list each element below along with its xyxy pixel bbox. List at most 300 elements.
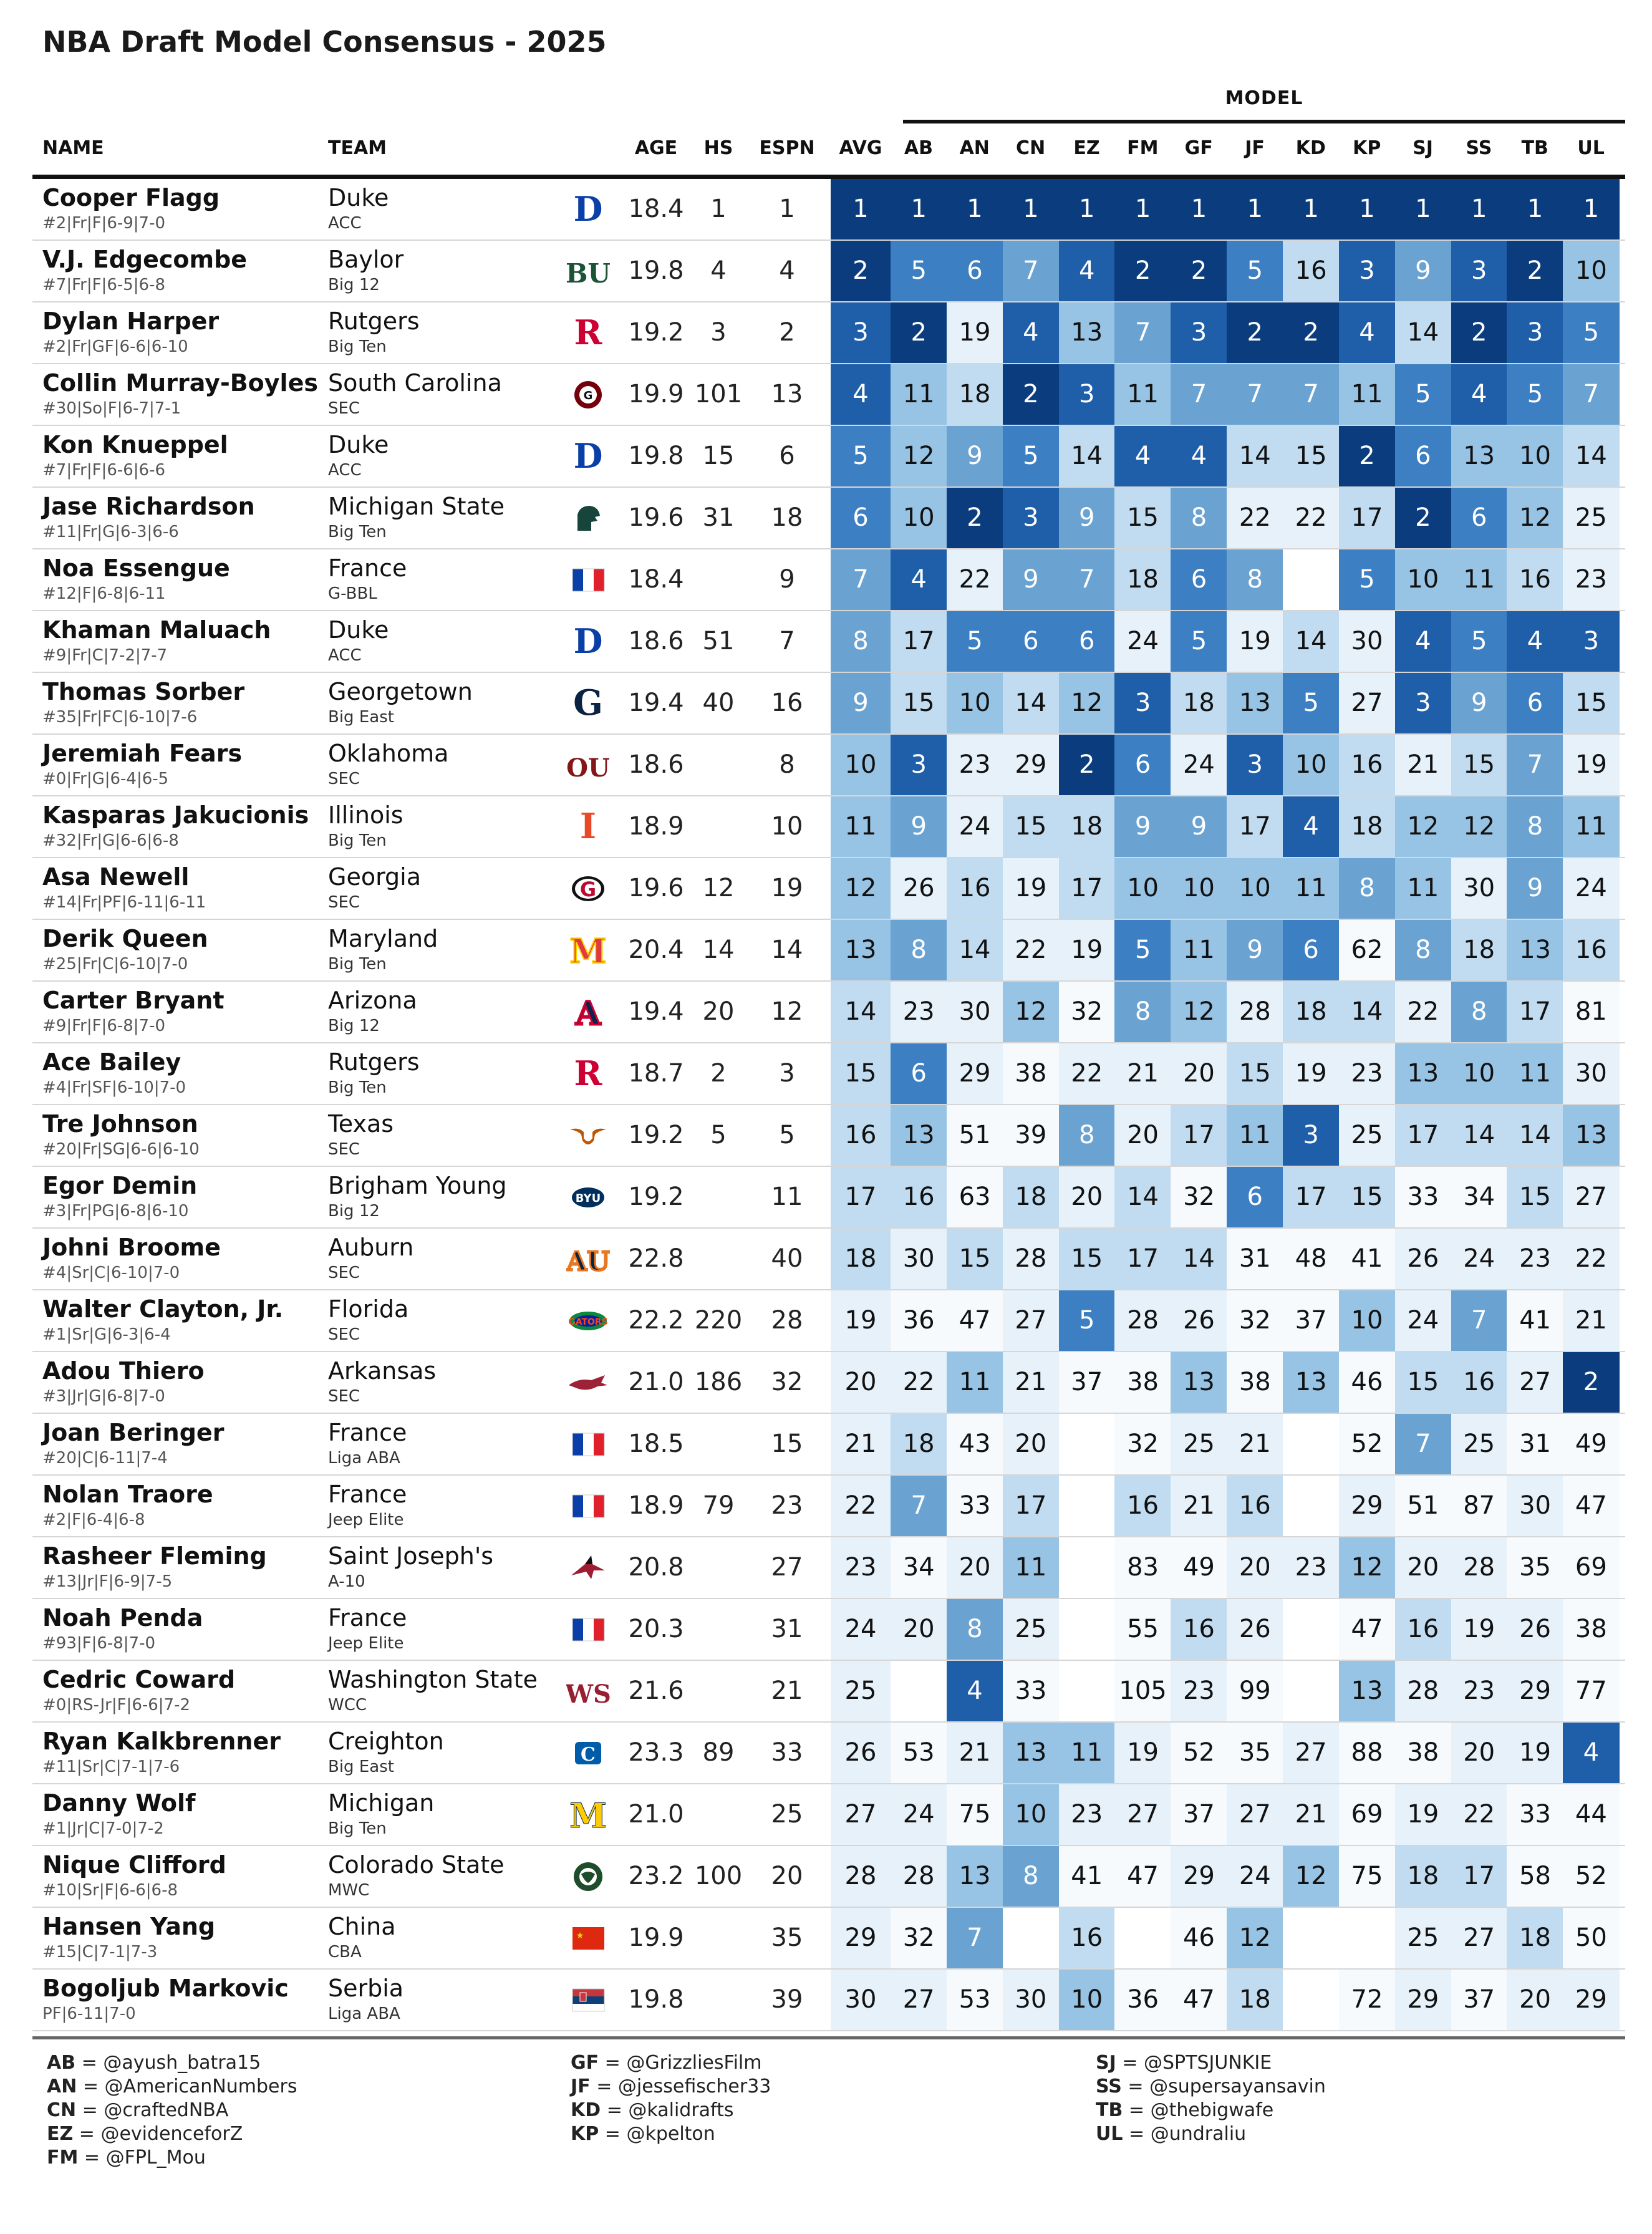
team-name: Michigan State: [328, 493, 505, 520]
rank-cell-an: 2: [947, 488, 1003, 548]
player-hs-rank: 20: [702, 997, 735, 1026]
rank-cell-jf: 8: [1227, 549, 1283, 610]
rank-cell-kp: 72: [1339, 1970, 1395, 2030]
player-name: V.J. Edgecombe: [42, 246, 248, 273]
rank-cell-gf: 17: [1171, 1105, 1227, 1166]
team-conference: Big 12: [328, 1017, 380, 1035]
rank-cell-jf: 3: [1227, 735, 1283, 795]
rank-cell-ab: 1: [891, 179, 947, 239]
table-row: [32, 1414, 1625, 1476]
rank-cell-ul: 1: [1563, 179, 1619, 239]
rank-cell-jf: 13: [1227, 673, 1283, 733]
rank-cell-ab: 15: [891, 673, 947, 733]
rank-cell-jf: 6: [1227, 1167, 1283, 1227]
rank-cell-tb: 35: [1507, 1537, 1563, 1598]
georgetown-icon: [566, 687, 610, 720]
player-espn-rank: 18: [771, 503, 803, 532]
rank-cell-cn: 39: [1003, 1105, 1059, 1166]
rank-cell-fm: 27: [1114, 1784, 1171, 1845]
rank-cell-ab: [891, 1661, 947, 1721]
team-conference: SEC: [328, 1387, 360, 1406]
team-name: Saint Joseph's: [328, 1542, 494, 1570]
team-name: Brigham Young: [328, 1172, 507, 1199]
header-model-an: AN: [959, 137, 990, 159]
player-name: Bogoljub Markovic: [42, 1975, 289, 2002]
player-hs-rank: [687, 549, 750, 610]
rank-cell-ab: 16: [891, 1167, 947, 1227]
svg-text:GATORS: GATORS: [568, 1317, 608, 1327]
rank-cell-fm: 9: [1114, 796, 1171, 857]
rank-cell-ul: 13: [1563, 1105, 1619, 1166]
rank-cell-tb: 31: [1507, 1414, 1563, 1474]
rank-cell-ul: 16: [1563, 920, 1619, 980]
team-conference: SEC: [328, 893, 360, 912]
rank-cell-an: 51: [947, 1105, 1003, 1166]
rank-cell-ez: 22: [1059, 1043, 1115, 1104]
team-conference: SEC: [328, 399, 360, 418]
washington-state-icon: [566, 1675, 610, 1708]
rank-cell-fm: 55: [1114, 1599, 1171, 1660]
player-age: 19.2: [628, 1121, 684, 1149]
table-row: [32, 1167, 1625, 1229]
rank-cell-ul: 5: [1563, 302, 1619, 363]
player-age: 18.5: [628, 1429, 684, 1458]
rank-cell-jf: 11: [1227, 1105, 1283, 1166]
rank-cell-an: 47: [947, 1290, 1003, 1351]
rank-cell-an: 21: [947, 1723, 1003, 1783]
player-age: 22.2: [628, 1306, 684, 1335]
auburn-icon: [566, 1243, 610, 1275]
rank-cell-ab: 53: [891, 1723, 947, 1783]
player-detail: #35|Fr|FC|6-10|7-6: [42, 708, 198, 727]
player-detail: #10|Sr|F|6-6|6-8: [42, 1881, 178, 1900]
rank-cell-kp: 75: [1339, 1846, 1395, 1907]
avg-rank-cell: 1: [831, 179, 891, 239]
team-name: Duke: [328, 431, 389, 458]
rank-cell-fm: 15: [1114, 488, 1171, 548]
rank-cell-kd: 27: [1283, 1723, 1339, 1783]
avg-rank-cell: 7: [831, 549, 891, 610]
team-conference: ACC: [328, 646, 362, 665]
player-hs-rank: 40: [702, 689, 735, 717]
legend-code: FM: [47, 2147, 79, 2169]
rank-cell-ez: 23: [1059, 1784, 1115, 1845]
header-model-fm: FM: [1127, 137, 1159, 159]
player-espn-rank: 2: [779, 318, 795, 347]
rank-cell-kd: [1283, 1908, 1339, 1968]
player-age: 19.9: [628, 1923, 684, 1952]
rank-cell-cn: 15: [1003, 796, 1059, 857]
player-espn-rank: 21: [771, 1676, 803, 1705]
rank-cell-ul: 44: [1563, 1784, 1619, 1845]
svg-text:A: A: [575, 996, 601, 1028]
rank-cell-fm: 83: [1114, 1537, 1171, 1598]
rank-cell-cn: 20: [1003, 1414, 1059, 1474]
avg-rank-cell: 18: [831, 1229, 891, 1289]
player-espn-rank: 27: [771, 1553, 803, 1582]
baylor-icon: [566, 255, 610, 288]
rank-cell-tb: 23: [1507, 1229, 1563, 1289]
player-espn-rank: 8: [779, 750, 795, 779]
rank-cell-jf: 31: [1227, 1229, 1283, 1289]
player-hs-rank: [687, 1414, 750, 1474]
rank-cell-kp: 23: [1339, 1043, 1395, 1104]
team-name: Arizona: [328, 987, 417, 1014]
rank-cell-ez: 20: [1059, 1167, 1115, 1227]
legend-handle: @jessefischer33: [617, 2076, 771, 2097]
rank-cell-cn: 11: [1003, 1537, 1059, 1598]
team-name: France: [328, 554, 407, 582]
player-hs-rank: [687, 1908, 750, 1968]
rank-cell-gf: 26: [1171, 1290, 1227, 1351]
rank-cell-ul: 38: [1563, 1599, 1619, 1660]
legend-code: AN: [47, 2076, 77, 2097]
rank-cell-ss: 20: [1451, 1723, 1507, 1783]
rank-cell-fm: 38: [1114, 1352, 1171, 1413]
rank-cell-gf: 25: [1171, 1414, 1227, 1474]
rank-cell-jf: 27: [1227, 1784, 1283, 1845]
rank-cell-kp: 13: [1339, 1661, 1395, 1721]
saint-josephs-icon: [566, 1552, 610, 1584]
player-espn-rank: 16: [771, 689, 803, 717]
rank-cell-ez: 41: [1059, 1846, 1115, 1907]
rank-cell-ez: 4: [1059, 241, 1115, 301]
rank-cell-fm: 6: [1114, 735, 1171, 795]
rank-cell-ez: 3: [1059, 364, 1115, 425]
rank-cell-ss: 13: [1451, 426, 1507, 486]
team-conference: Big Ten: [328, 1819, 387, 1838]
player-name: Nique Clifford: [42, 1851, 226, 1879]
player-espn-rank: 32: [771, 1368, 803, 1396]
team-conference: ACC: [328, 214, 362, 233]
player-detail: #12|F|6-8|6-11: [42, 584, 166, 603]
texas-icon: [566, 1119, 610, 1152]
rank-cell-gf: 46: [1171, 1908, 1227, 1968]
rank-cell-cn: 30: [1003, 1970, 1059, 2030]
player-age: 21.0: [628, 1800, 684, 1829]
rank-cell-sj: 8: [1395, 920, 1451, 980]
rank-cell-gf: 16: [1171, 1599, 1227, 1660]
rank-cell-ul: 3: [1563, 611, 1619, 672]
player-age: 18.4: [628, 565, 684, 594]
avg-rank-cell: 29: [831, 1908, 891, 1968]
rutgers-icon: [566, 1058, 610, 1090]
table-row: [32, 1970, 1625, 2031]
team-name: France: [328, 1419, 407, 1446]
player-name: Carter Bryant: [42, 987, 225, 1014]
player-name: Thomas Sorber: [42, 678, 245, 705]
rank-cell-kd: 37: [1283, 1290, 1339, 1351]
rank-cell-ab: 3: [891, 735, 947, 795]
player-detail: #1|Jr|C|7-0|7-2: [42, 1819, 164, 1838]
legend-handle: @supersayansavin: [1149, 2076, 1326, 2097]
rank-cell-gf: 7: [1171, 364, 1227, 425]
rank-cell-jf: 15: [1227, 1043, 1283, 1104]
team-conference: SEC: [328, 770, 360, 788]
team-conference: Big East: [328, 708, 394, 727]
rank-cell-an: 8: [947, 1599, 1003, 1660]
rank-cell-jf: 19: [1227, 611, 1283, 672]
france-flag-icon: [566, 1428, 610, 1461]
model-group-label: MODEL: [1225, 87, 1303, 109]
china-flag-icon: [566, 1922, 610, 1955]
rank-cell-cn: 1: [1003, 179, 1059, 239]
team-name: Florida: [328, 1295, 409, 1323]
player-hs-rank: 79: [702, 1491, 735, 1520]
table-row: [32, 920, 1625, 982]
rank-cell-tb: 5: [1507, 364, 1563, 425]
rank-cell-ss: 34: [1451, 1167, 1507, 1227]
rank-cell-sj: 29: [1395, 1970, 1451, 2030]
rank-cell-ss: 15: [1451, 735, 1507, 795]
avg-rank-cell: 10: [831, 735, 891, 795]
rank-cell-tb: 19: [1507, 1723, 1563, 1783]
rank-cell-ab: 18: [891, 1414, 947, 1474]
rank-cell-sj: 21: [1395, 735, 1451, 795]
team-name: Baylor: [328, 246, 404, 273]
rank-cell-cn: 21: [1003, 1352, 1059, 1413]
table-row: [32, 1599, 1625, 1661]
avg-rank-cell: 11: [831, 796, 891, 857]
rank-cell-cn: 19: [1003, 858, 1059, 919]
table-row: [32, 364, 1625, 426]
player-age: 18.9: [628, 812, 684, 841]
rank-cell-ul: 4: [1563, 1723, 1619, 1783]
rank-cell-ez: 9: [1059, 488, 1115, 548]
player-name: Walter Clayton, Jr.: [42, 1295, 284, 1323]
team-name: Texas: [328, 1110, 394, 1138]
avg-rank-cell: 28: [831, 1846, 891, 1907]
rank-cell-sj: 25: [1395, 1908, 1451, 1968]
rank-cell-kd: 5: [1283, 673, 1339, 733]
rank-cell-sj: 6: [1395, 426, 1451, 486]
rank-cell-jf: 17: [1227, 796, 1283, 857]
rank-cell-cn: 38: [1003, 1043, 1059, 1104]
rank-cell-cn: 28: [1003, 1229, 1059, 1289]
header-age: AGE: [634, 137, 678, 159]
creighton-icon: [566, 1737, 610, 1769]
rank-cell-gf: 52: [1171, 1723, 1227, 1783]
rank-cell-jf: 28: [1227, 982, 1283, 1042]
florida-icon: [566, 1305, 610, 1337]
team-conference: Big Ten: [328, 337, 387, 356]
rank-cell-cn: 2: [1003, 364, 1059, 425]
rank-cell-ss: 18: [1451, 920, 1507, 980]
rank-cell-sj: 12: [1395, 796, 1451, 857]
legend-code: SJ: [1096, 2052, 1116, 2074]
rank-cell-ez: 17: [1059, 858, 1115, 919]
rank-cell-gf: 47: [1171, 1970, 1227, 2030]
legend-handle: @undraliu: [1150, 2123, 1247, 2145]
player-detail: #0|RS-Jr|F|6-6|7-2: [42, 1696, 191, 1714]
rank-cell-kd: 12: [1283, 1846, 1339, 1907]
rank-cell-sj: 26: [1395, 1229, 1451, 1289]
rank-cell-ab: 26: [891, 858, 947, 919]
rank-cell-ul: 27: [1563, 1167, 1619, 1227]
rank-cell-fm: 24: [1114, 611, 1171, 672]
legend-code: CN: [47, 2099, 77, 2121]
team-conference: Liga ABA: [328, 2004, 400, 2023]
rank-cell-kp: [1339, 1908, 1395, 1968]
team-name: Serbia: [328, 1975, 404, 2002]
rank-cell-fm: 17: [1114, 1229, 1171, 1289]
player-age: 19.6: [628, 503, 684, 532]
rank-cell-jf: 9: [1227, 920, 1283, 980]
svg-text:D: D: [573, 626, 603, 658]
rank-cell-ul: 11: [1563, 796, 1619, 857]
player-espn-rank: 40: [771, 1244, 803, 1273]
rank-cell-kp: 16: [1339, 735, 1395, 795]
header-model-tb: TB: [1521, 137, 1548, 159]
player-espn-rank: 12: [771, 997, 803, 1026]
rank-cell-fm: 36: [1114, 1970, 1171, 2030]
table-row: [32, 488, 1625, 549]
rank-cell-sj: 15: [1395, 1352, 1451, 1413]
header-model-ul: UL: [1577, 137, 1605, 159]
rank-cell-fm: 21: [1114, 1043, 1171, 1104]
rank-cell-kd: 16: [1283, 241, 1339, 301]
rank-cell-ss: 7: [1451, 1290, 1507, 1351]
rank-cell-fm: 32: [1114, 1414, 1171, 1474]
rank-cell-sj: 28: [1395, 1661, 1451, 1721]
rank-cell-tb: 29: [1507, 1661, 1563, 1721]
team-conference: Big Ten: [328, 1078, 387, 1097]
player-name: Ace Bailey: [42, 1048, 181, 1076]
player-detail: #4|Sr|C|6-10|7-0: [42, 1264, 180, 1282]
rank-cell-sj: 20: [1395, 1537, 1451, 1598]
svg-text:C: C: [581, 1744, 596, 1766]
team-name: Maryland: [328, 925, 438, 952]
player-detail: #4|Fr|SF|6-10|7-0: [42, 1078, 186, 1097]
team-conference: Big East: [328, 1758, 394, 1776]
legend-handle: @FPL_Mou: [105, 2147, 206, 2169]
player-age: 18.6: [628, 750, 684, 779]
rank-cell-jf: 24: [1227, 1846, 1283, 1907]
legend-handle: @ayush_batra15: [103, 2052, 261, 2074]
rank-cell-kp: 41: [1339, 1229, 1395, 1289]
avg-rank-cell: 30: [831, 1970, 891, 2030]
player-espn-rank: 4: [779, 256, 795, 285]
player-espn-rank: 39: [771, 1985, 803, 2014]
south-carolina-icon: [566, 379, 610, 411]
player-age: 20.3: [628, 1615, 684, 1643]
table-row: [32, 426, 1625, 488]
rank-cell-an: 75: [947, 1784, 1003, 1845]
table-row: [32, 1105, 1625, 1167]
svg-text:BU: BU: [566, 258, 610, 288]
rank-cell-sj: 19: [1395, 1784, 1451, 1845]
rank-cell-kd: 1: [1283, 179, 1339, 239]
rank-cell-kp: 62: [1339, 920, 1395, 980]
rank-cell-ss: 87: [1451, 1476, 1507, 1536]
avg-rank-cell: 3: [831, 302, 891, 363]
rank-cell-kd: 48: [1283, 1229, 1339, 1289]
table-row: [32, 1229, 1625, 1290]
rank-cell-ul: 22: [1563, 1229, 1619, 1289]
rank-cell-kp: 15: [1339, 1167, 1395, 1227]
player-detail: #20|Fr|SG|6-6|6-10: [42, 1140, 200, 1159]
rank-cell-kd: [1283, 1970, 1339, 2030]
maryland-icon: [566, 934, 610, 967]
player-espn-rank: 15: [771, 1429, 803, 1458]
duke-icon: [566, 440, 610, 473]
rank-cell-ab: 30: [891, 1229, 947, 1289]
rank-cell-ul: 21: [1563, 1290, 1619, 1351]
player-hs-rank: 12: [702, 874, 735, 902]
rank-cell-an: 7: [947, 1908, 1003, 1968]
rank-cell-ss: 1: [1451, 179, 1507, 239]
rank-cell-ss: 6: [1451, 488, 1507, 548]
rank-cell-tb: 2: [1507, 241, 1563, 301]
rank-cell-sj: 10: [1395, 549, 1451, 610]
rank-cell-fm: 28: [1114, 1290, 1171, 1351]
rank-cell-kp: 1: [1339, 179, 1395, 239]
rank-cell-kd: 22: [1283, 488, 1339, 548]
rank-cell-tb: 13: [1507, 920, 1563, 980]
svg-text:G: G: [583, 389, 593, 402]
legend-item: KP = @kpelton: [571, 2123, 715, 2145]
player-espn-rank: 1: [779, 195, 795, 223]
rank-cell-kp: 18: [1339, 796, 1395, 857]
avg-rank-cell: 5: [831, 426, 891, 486]
rank-cell-ab: 27: [891, 1970, 947, 2030]
svg-text:D: D: [573, 193, 603, 226]
rank-cell-ul: 2: [1563, 1352, 1619, 1413]
header-rule: [32, 175, 1625, 179]
player-name: Noa Essengue: [42, 554, 230, 582]
rank-cell-ab: 28: [891, 1846, 947, 1907]
rank-cell-tb: 8: [1507, 796, 1563, 857]
rank-cell-jf: 2: [1227, 302, 1283, 363]
legend-code: UL: [1096, 2123, 1123, 2145]
team-conference: G-BBL: [328, 584, 377, 603]
rank-cell-jf: 38: [1227, 1352, 1283, 1413]
rank-cell-gf: 23: [1171, 1661, 1227, 1721]
rank-cell-ez: [1059, 1537, 1115, 1598]
team-conference: Liga ABA: [328, 1449, 400, 1468]
rank-cell-ul: 30: [1563, 1043, 1619, 1104]
avg-rank-cell: 22: [831, 1476, 891, 1536]
rank-cell-ab: 13: [891, 1105, 947, 1166]
avg-rank-cell: 13: [831, 920, 891, 980]
rank-cell-ez: 2: [1059, 735, 1115, 795]
legend-item: KD = @kalidrafts: [571, 2099, 734, 2121]
rank-cell-ez: 6: [1059, 611, 1115, 672]
rank-cell-kd: 21: [1283, 1784, 1339, 1845]
georgia-icon: [566, 873, 610, 905]
player-detail: #11|Sr|C|7-1|7-6: [42, 1758, 180, 1776]
header-model-kd: KD: [1295, 137, 1326, 159]
rank-cell-jf: 22: [1227, 488, 1283, 548]
rank-cell-ss: 30: [1451, 858, 1507, 919]
player-name: Cedric Coward: [42, 1666, 236, 1693]
player-espn-rank: 14: [771, 936, 803, 964]
rank-cell-kd: 10: [1283, 735, 1339, 795]
rank-cell-gf: 24: [1171, 735, 1227, 795]
byu-icon: [566, 1181, 610, 1214]
rank-cell-kd: 17: [1283, 1167, 1339, 1227]
rank-cell-an: 23: [947, 735, 1003, 795]
player-espn-rank: 3: [779, 1059, 795, 1088]
oklahoma-icon: [566, 749, 610, 781]
rank-cell-ez: 8: [1059, 1105, 1115, 1166]
rank-cell-fm: 10: [1114, 858, 1171, 919]
rank-cell-ez: 11: [1059, 1723, 1115, 1783]
avg-rank-cell: 15: [831, 1043, 891, 1104]
rank-cell-sj: 1: [1395, 179, 1451, 239]
table-row: [32, 1537, 1625, 1599]
player-name: Egor Demin: [42, 1172, 198, 1199]
